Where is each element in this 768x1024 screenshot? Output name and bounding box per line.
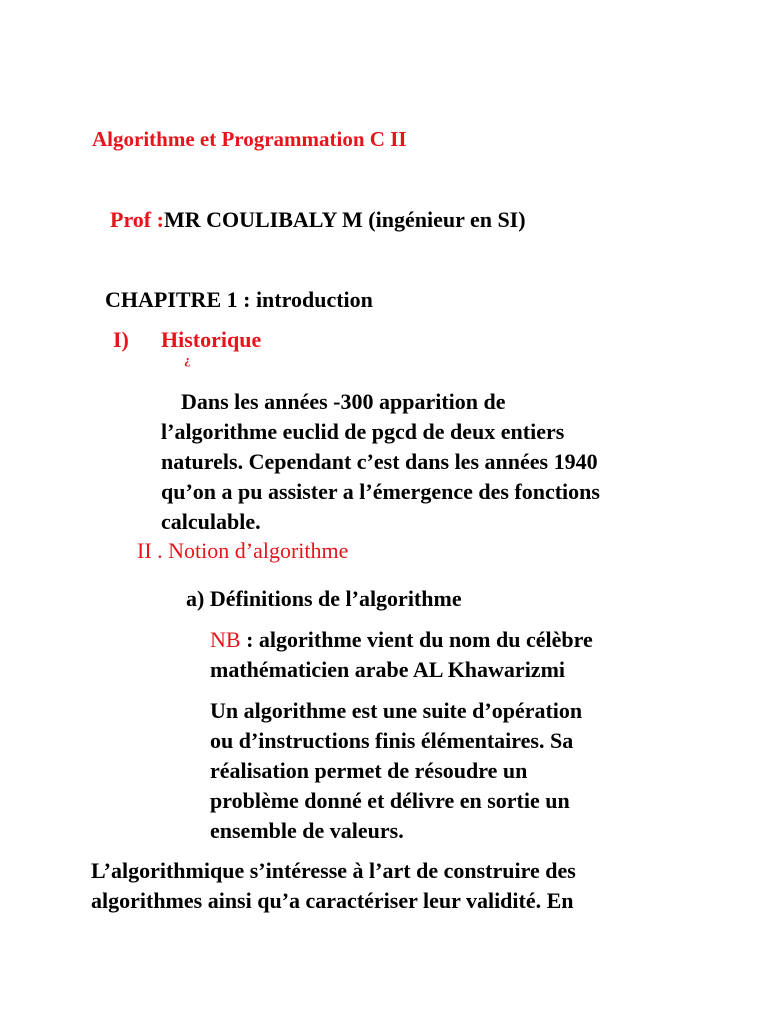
prof-label: Prof : <box>110 207 164 232</box>
subsection-a-title: a) Définitions de l’algorithme <box>186 586 462 611</box>
paragraph-line: Dans les années -300 apparition de <box>181 389 506 414</box>
paragraph-line: algorithmes ainsi qu’a caractériser leur validité. En <box>91 888 574 913</box>
nb-label: NB <box>210 627 241 652</box>
prof-line <box>110 207 526 233</box>
paragraph-line: ou d’instructions finis élémentaires. Sa <box>210 728 574 753</box>
paragraph-line: Un algorithme est une suite d’opération <box>210 698 583 723</box>
nb-note <box>210 625 593 685</box>
definition-paragraph <box>210 696 582 846</box>
historique-paragraph <box>161 387 600 537</box>
nb-text: : algorithme vient du nom du célèbre <box>240 627 593 652</box>
course-title: Algorithme et Programmation C II <box>92 127 407 151</box>
paragraph-line: qu’on a pu assister a l’émergence des fonctions <box>161 479 600 504</box>
paragraph-line: problème donné et délivre en sortie un <box>210 788 570 813</box>
closing-paragraph <box>91 856 576 916</box>
paragraph-line: calculable. <box>161 509 261 534</box>
section1-mark: ¿ <box>184 352 191 367</box>
nb-line <box>210 625 593 655</box>
nb-line: mathématicien arabe AL Khawarizmi <box>210 657 566 682</box>
paragraph-line: l’algorithme euclid de pgcd de deux entiers <box>161 419 565 444</box>
paragraph-line: ensemble de valeurs. <box>210 818 404 843</box>
section1-title: Historique <box>161 327 262 352</box>
chapter-title: CHAPITRE 1 : introduction <box>105 287 373 312</box>
paragraph-line: naturels. Cependant c’est dans les années 1940 <box>161 449 598 474</box>
paragraph-line: L’algorithmique s’intéresse à l’art de construire des <box>91 858 576 883</box>
section2-title: II . Notion d’algorithme <box>137 538 349 563</box>
paragraph-line: réalisation permet de résoudre un <box>210 758 528 783</box>
section1-number: I) <box>113 327 129 352</box>
prof-name: MR COULIBALY M (ingénieur en SI) <box>163 207 526 232</box>
